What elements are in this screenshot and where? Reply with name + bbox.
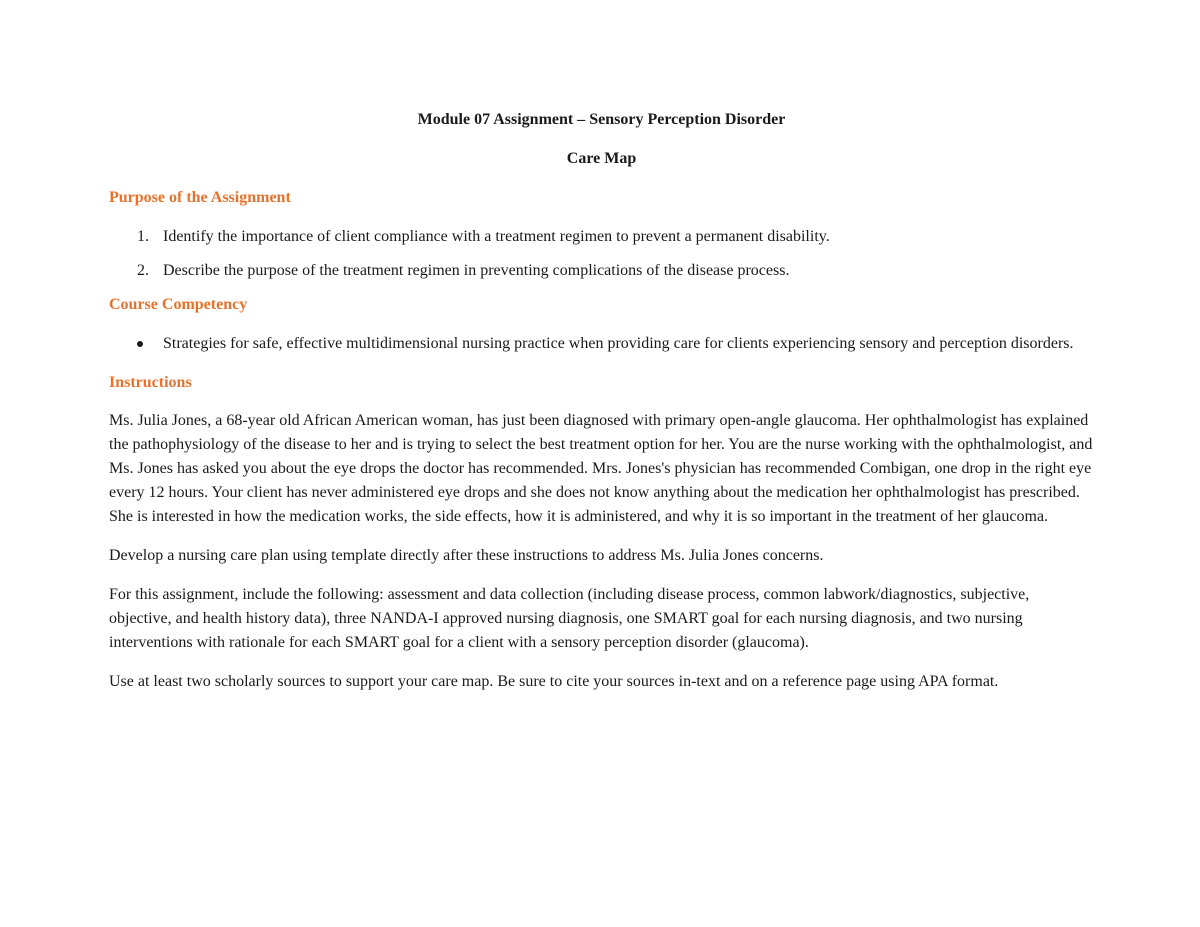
competency-heading: Course Competency	[109, 296, 248, 313]
list-item	[109, 225, 1094, 249]
instructions-paragraph: Develop a nursing care plan using template directly after these instructions to address Ms. Julia Jones concerns.	[109, 547, 824, 564]
instructions-paragraph: For this assignment, include the following: assessment and data collection (including disease process, common labwork/diagnostics, subjective, objective, and health history data), three NANDA-I approved nursing diagnosis, one SMART goal for each nursing diagnosis, and two nursing interventions with rationale for each SMART goal for a client with a sensory perception disorder (glaucoma).	[109, 586, 1030, 651]
document-page	[109, 108, 1094, 694]
purpose-list	[109, 225, 1094, 283]
instructions-paragraph: Ms. Julia Jones, a 68-year old African American woman, has just been diagnosed with primary open-angle glaucoma. Her ophthalmologist has explained the pathophysiology of the disease to her and is trying to select the best treatment option for her. You are the nurse working with the ophthalmologist, and Ms. Jones has asked you about the eye drops the doctor has recommended. Mrs. Jones's physician has recommended Combigan, one drop in the right eye every 12 hours. Your client has never administered eye drops and she does not know anything about the medication her ophthalmologist has prescribed. She is interested in how the medication works, the side effects, how it is administered, and why it is so important in the treatment of her glaucoma.	[109, 412, 1093, 525]
list-item-number: 2.	[137, 262, 149, 279]
list-item-text: Identify the importance of client compliance with a treatment regimen to prevent a permanent disability.	[163, 228, 830, 245]
document-title: Module 07 Assignment – Sensory Perception Disorder	[417, 111, 786, 128]
list-item-text: Describe the purpose of the treatment regimen in preventing complications of the disease process.	[163, 262, 790, 279]
instructions-paragraph: Use at least two scholarly sources to support your care map. Be sure to cite your sources in-text and on a reference page using APA format.	[109, 673, 999, 690]
document-subtitle: Care Map	[566, 150, 637, 167]
competency-list	[109, 332, 1094, 356]
list-item-text: Strategies for safe, effective multidimensional nursing practice when providing care for clients experiencing sensory and perception disorders.	[163, 335, 1074, 352]
bullet-icon	[137, 341, 143, 347]
purpose-heading: Purpose of the Assignment	[109, 189, 291, 206]
instructions-heading: Instructions	[109, 374, 192, 391]
list-item	[109, 332, 1094, 356]
list-item-number: 1.	[137, 228, 149, 245]
list-item	[109, 259, 1094, 283]
